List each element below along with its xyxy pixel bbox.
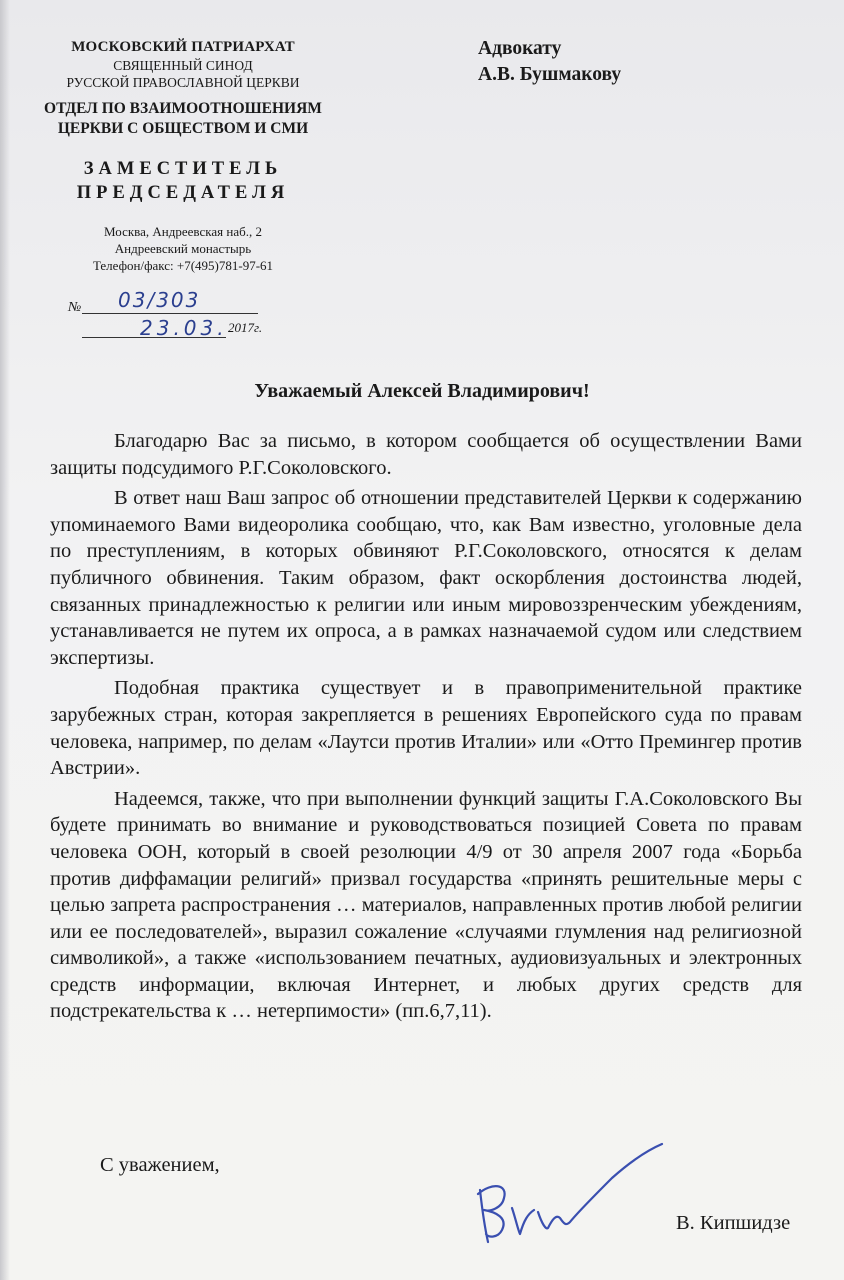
closing: С уважением, (100, 1154, 220, 1176)
handwritten-signature (462, 1138, 682, 1248)
body-paragraph: В ответ наш Ваш запрос об отношении представителей Церкви к содержанию упоминаемого Вами видеоролика сообщаю, что, как Вам известно, уголовные дела по преступлениям, в которых обвиняют Р.Г.Соколовского, относятся к делам публичного обвинения. Таким образом, факт оскорбления достоинства людей, связанных принадлежностью к религии или иным мировоззренческим убеждениям, устанавливается не путем их опроса, а в рамках назначаемой судом или следствием экспертизы. (50, 487, 802, 669)
registration-date: 23.03. (140, 316, 228, 340)
letterhead-deputy-line1: ЗАМЕСТИТЕЛЬ (83, 159, 283, 179)
page-edge-shadow (0, 0, 10, 1280)
letter-body (50, 428, 802, 1029)
letterhead-deputy (18, 157, 348, 205)
body-paragraph: Благодарю Вас за письмо, в котором сообщается об осуществлении Вами защиты подсудимого Р.Г.Соколовского. (50, 430, 802, 479)
addressee (478, 36, 621, 88)
signer-name: В. Кипшидзе (676, 1212, 791, 1234)
letterhead-patriarchate: МОСКОВСКИЙ ПАТРИАРХАТ (71, 39, 295, 55)
letterhead-synod: СВЯЩЕННЫЙ СИНОД (113, 58, 253, 73)
letterhead-address-line2: Андреевский монастырь (114, 241, 252, 256)
letterhead-address (18, 223, 348, 274)
salutation: Уважаемый Алексей Владимирович! (254, 380, 590, 402)
registration-year: 2017г. (228, 320, 263, 335)
letterhead-church: РУССКОЙ ПРАВОСЛАВНОЙ ЦЕРКВИ (66, 75, 300, 90)
letterhead-address-line1: Москва, Андреевская наб., 2 (104, 224, 262, 239)
letterhead-phone: Телефон/факс: +7(495)781-97-61 (92, 258, 274, 273)
addressee-title: Адвокату (478, 38, 562, 59)
registration-number-underline (82, 313, 258, 314)
letterhead (18, 38, 348, 274)
registration-number: 03/303 (118, 288, 201, 312)
registration-number-label: № (68, 300, 82, 315)
addressee-name: А.В. Бушмакову (478, 64, 622, 85)
letterhead-department-line2: ЦЕРКВИ С ОБЩЕСТВОМ И СМИ (57, 120, 309, 137)
letterhead-department (18, 99, 348, 139)
letterhead-deputy-line2: ПРЕДСЕДАТЕЛЯ (76, 183, 290, 203)
body-paragraph: Надеемся, также, что при выполнении функций защиты Г.А.Соколовского Вы будете принимать во внимание и руководствоваться позицией Совета по правам человека ООН, который в своей резолюции 4/9 от 30 апреля 2007 года «Борьба против диффамации религий» призвал государства «принять решительные меры с целью запрета распространения … материалов, направленных против любой религии или ее последователей», выразил сожаление «случаями глумления над религиозной символикой», а также «использованием печатных, аудиовизуальных и электронных средств информации, включая Интернет, и любых других средств для подстрекательства к … нетерпимости» (пп.6,7,11). (50, 787, 802, 1023)
body-paragraph: Подобная практика существует и в правоприменительной практике зарубежных стран, которая закрепляется в решениях Европейского суда по правам человека, например, по делам «Лаутси против Италии» или «Отто Премингер против Австрии». (50, 677, 802, 780)
letterhead-department-line1: ОТДЕЛ ПО ВЗАИМООТНОШЕНИЯМ (44, 100, 322, 117)
registration-date-underline (82, 337, 226, 338)
